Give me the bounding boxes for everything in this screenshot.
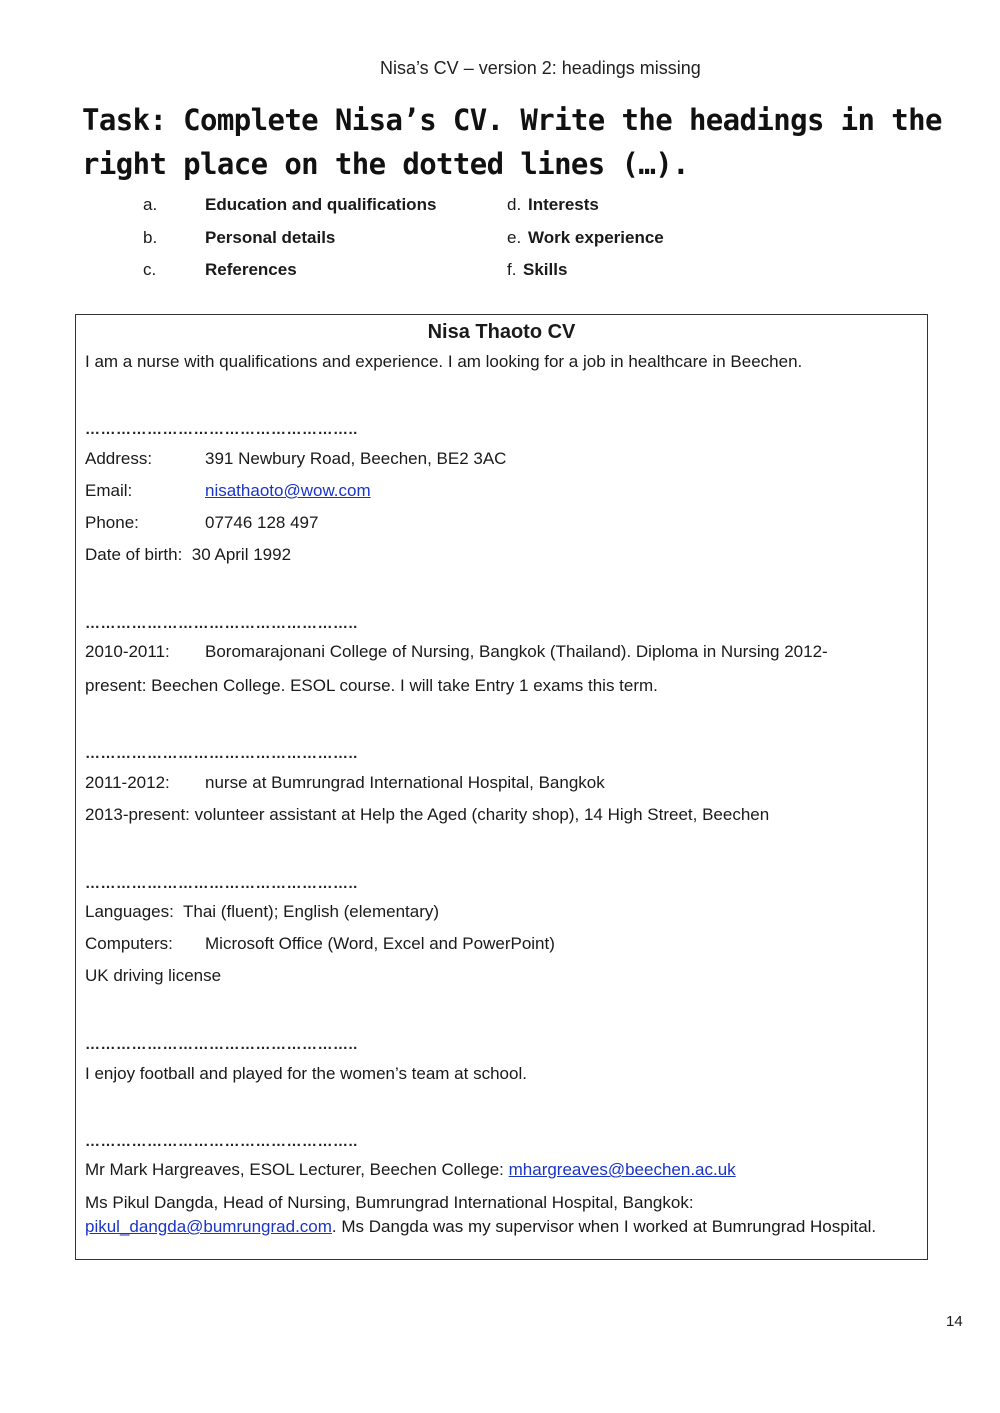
option-letter-a: a. [143, 195, 158, 214]
task-instruction: Task: Complete Nisa’s CV. Write the headings in the right place on the dotted lines (…). [82, 103, 942, 181]
cv-intro: I am a nurse with qualifications and experience. I am looking for a job in healthcare in Beechen. [85, 352, 803, 371]
dob-label: Date of birth: [85, 545, 183, 564]
education-years: 2010-2011: [85, 642, 170, 661]
interests-text: I enjoy football and played for the women’s team at school. [85, 1064, 527, 1083]
email-row [85, 481, 371, 501]
heading-blank-1[interactable]: …………………………………………….. [85, 421, 358, 438]
option-skills: Skills [523, 260, 568, 279]
email-link[interactable]: nisathaoto@wow.com [205, 481, 371, 500]
option-education: Education and qualifications [205, 195, 437, 214]
option-letter-d: d. [507, 195, 522, 214]
option-letter-e: e. [507, 228, 522, 247]
reference-2-after: . Ms Dangda was my supervisor when I worked at Bumrungrad Hospital. [331, 1217, 877, 1236]
work-line-1 [85, 773, 605, 793]
education-line-2: present: Beechen College. ESOL course. I will take Entry 1 exams this term. [85, 676, 658, 695]
reference-2-text: Ms Pikul Dangda, Head of Nursing, Bumrungrad International Hospital, Bangkok: [85, 1193, 694, 1212]
option-interests: Interests [528, 195, 599, 214]
address-row [85, 449, 506, 469]
phone-value: 07746 128 497 [205, 513, 319, 532]
dob-row [85, 545, 291, 565]
reference-2-email[interactable]: pikul_dangda@bumrungrad.com [85, 1217, 332, 1236]
education-line-1 [85, 642, 828, 662]
work-text-1: nurse at Bumrungrad International Hospital, Bangkok [205, 773, 605, 792]
option-personal-details: Personal details [205, 228, 336, 247]
option-letter-b: b. [143, 228, 158, 247]
computers-label: Computers: [85, 934, 173, 953]
phone-label: Phone: [85, 513, 139, 532]
reference-2 [85, 1191, 915, 1239]
page-header: Nisa’s CV – version 2: headings missing [380, 58, 701, 78]
page-number: 14 [946, 1313, 963, 1330]
cv-box [75, 314, 928, 1260]
dob-value: 30 April 1992 [191, 545, 292, 564]
phone-row [85, 513, 318, 533]
cv-title: Nisa Thaoto CV [427, 321, 576, 343]
education-text-1: Boromarajonani College of Nursing, Bangkok (Thailand). Diploma in Nursing 2012- [205, 642, 828, 661]
work-text-2: volunteer assistant at Help the Aged (charity shop), 14 High Street, Beechen [194, 805, 770, 824]
email-label: Email: [85, 481, 133, 500]
address-label: Address: [85, 449, 153, 468]
option-references: References [205, 260, 297, 279]
address-value: 391 Newbury Road, Beechen, BE2 3AC [205, 449, 507, 468]
heading-blank-4[interactable]: …………………………………………….. [85, 875, 358, 892]
reference-1 [85, 1160, 736, 1180]
languages-row [85, 902, 439, 922]
option-letter-f: f. [507, 260, 517, 279]
heading-blank-5[interactable]: …………………………………………….. [85, 1036, 358, 1053]
license-row: UK driving license [85, 966, 222, 985]
heading-blank-2[interactable]: …………………………………………….. [85, 615, 358, 632]
computers-row [85, 934, 555, 954]
heading-blank-3[interactable]: …………………………………………….. [85, 745, 358, 762]
work-line-2 [85, 805, 769, 825]
languages-label: Languages: [85, 902, 174, 921]
reference-1-text: Mr Mark Hargreaves, ESOL Lecturer, Beechen College: [85, 1160, 504, 1179]
work-years-1: 2011-2012: [85, 773, 170, 792]
reference-1-email[interactable]: mhargreaves@beechen.ac.uk [508, 1160, 736, 1179]
languages-value: Thai (fluent); English (elementary) [183, 902, 440, 921]
computers-value: Microsoft Office (Word, Excel and PowerPoint) [205, 934, 555, 953]
option-work-experience: Work experience [528, 228, 664, 247]
heading-blank-6[interactable]: …………………………………………….. [85, 1133, 358, 1150]
work-years-2: 2013-present: [85, 805, 190, 824]
option-letter-c: c. [143, 260, 157, 279]
